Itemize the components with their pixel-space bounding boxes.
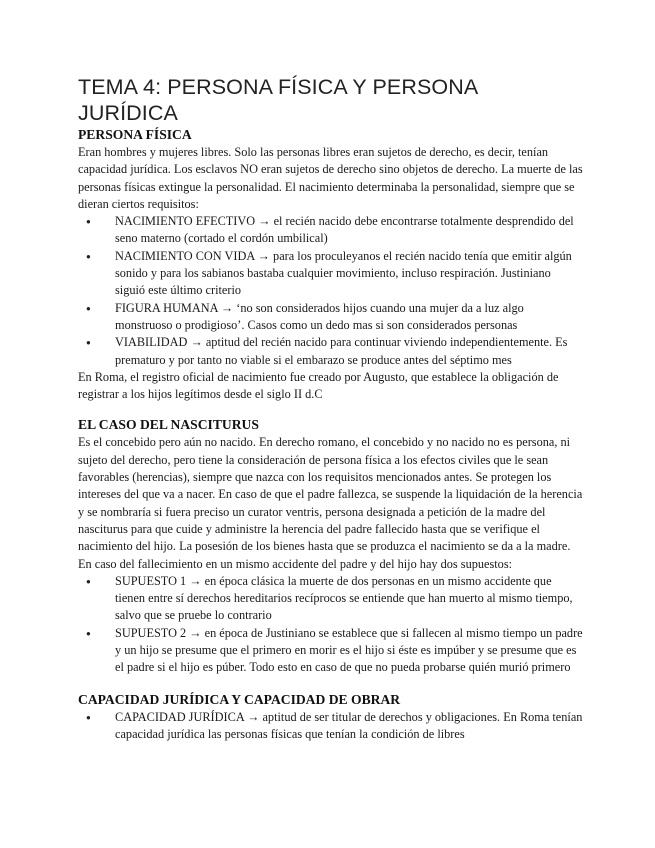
list-item: ● FIGURA HUMANA → ‘no son considerados hijos cuando una mujer da a luz algo monstruoso o prodigioso’. Casos como un dedo mas si son considerados personas bbox=[115, 300, 583, 335]
paragraph-registro-nacimiento: En Roma, el registro oficial de nacimiento fue creado por Augusto, que establece la obligación de registrar a los hijos legítimos desde el siglo II d.C bbox=[78, 369, 559, 402]
page-title: TEMA 4: PERSONA FÍSICA Y PERSONA JURÍDICA bbox=[78, 75, 478, 125]
list-item: ● VIABILIDAD → aptitud del recién nacido para continuar viviendo independientemente. Es prematuro y por tanto no viable si el embarazo se produce antes del séptimo mes bbox=[115, 334, 583, 369]
paragraph-persona-fisica-intro: Eran hombres y mujeres libres. Solo las personas libres eran sujetos de derecho, es decir, tenían capacidad jurídica. Los esclavos NO eran sujetos de derecho sino objetos de derecho. La muerte de las personas físicas extingue la personalidad. El nacimiento determinaba la personalidad, siempre que se dieran ciertos requisitos: bbox=[78, 145, 583, 211]
list-item: ● NACIMIENTO CON VIDA → para los proculeyanos el recién nacido tenía que emitir algún sonido y para los sabianos bastaba cualquier movimiento, incluso respiración. Justiniano siguió este último criterio bbox=[115, 248, 583, 300]
section-heading-capacidad: CAPACIDAD JURÍDICA Y CAPACIDAD DE OBRAR bbox=[78, 691, 401, 707]
list-item: ● SUPUESTO 1 → en época clásica la muerte de dos personas en un mismo accidente que tienen entre sí derechos hereditarios recíprocos se entiende que han muerto al mismo tiempo, salvo que se pruebe lo contrario bbox=[115, 573, 583, 625]
section-heading-persona-fisica: PERSONA FÍSICA bbox=[78, 127, 192, 142]
list-item: ● CAPACIDAD JURÍDICA → aptitud de ser titular de derechos y obligaciones. En Roma tenían capacidad jurídica las personas físicas que tenían la condición de libres bbox=[115, 709, 583, 744]
paragraph-nasciturus: Es el concebido pero aún no nacido. En derecho romano, el concebido y no nacido no es persona, ni sujeto del derecho, pero tiene la consideración de persona física a los efectos civiles que le sean favorables (herencias), siempre que nazca con los requisitos mencionados antes. Se protegen los intereses del que va a nacer. En caso de que el padre fallezca, se suspende la liquidación de la herencia y se nombraría si fuera preciso un curator ventris, persona designada a petición de la madre del nasciturus para que cuide y administre la herencia del padre fallecido hasta que se verifique el nacimiento del hijo. La posesión de los bienes hasta que se produzca el nacimiento se da a la madre. En caso del fallecimiento en un mismo accidente del padre y del hijo hay dos supuestos: bbox=[78, 435, 583, 571]
section-heading-nasciturus: EL CASO DEL NASCITURUS bbox=[78, 417, 259, 433]
bullet-list-requisitos bbox=[78, 213, 583, 369]
bullet-list-supuestos bbox=[78, 573, 583, 677]
list-item: ● NACIMIENTO EFECTIVO → el recién nacido debe encontrarse totalmente desprendido del seno materno (cortado el cordón umbilical) bbox=[115, 213, 583, 248]
list-item: ● SUPUESTO 2 → en época de Justiniano se establece que si fallecen al mismo tiempo un padre y un hijo se presume que el primero en morir es el hijo si éste es impúber y se presume que es el padre si el hijo es púber. Todo esto en caso de que no pueda probarse quién murió primero bbox=[115, 625, 583, 677]
bullet-list-capacidad bbox=[78, 709, 583, 744]
